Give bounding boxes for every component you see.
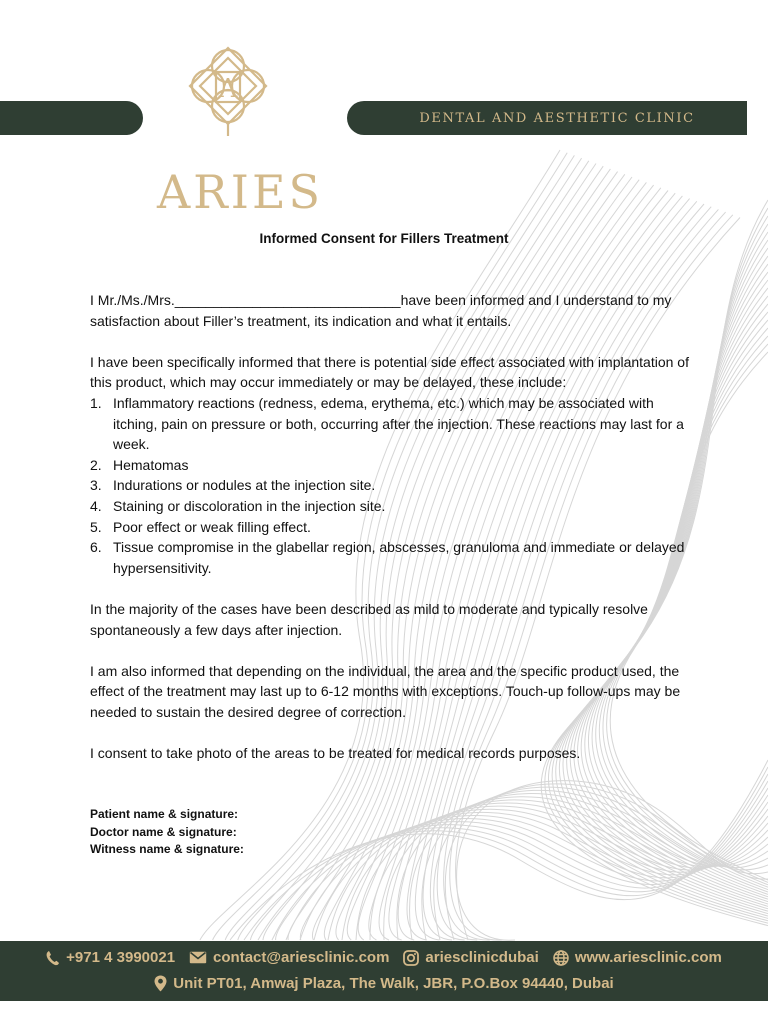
website-url: www.ariesclinic.com [574,949,722,966]
globe-icon [553,950,569,966]
footer-address-row [0,975,768,992]
majority-paragraph: In the majority of the cases have been described as mild to moderate and typically resolve spontaneously a few days after injection. [90,600,648,638]
patient-signature-label: Patient name & signature: [90,807,239,821]
location-pin-icon [154,975,167,992]
footer-phone[interactable] [46,949,175,966]
intro-rest: have been informed and I understand to my satisfaction about Filler’s treatment, its indication and what it entails. [90,292,672,329]
list-text: Inflammatory reactions (redness, edema, erythema, etc.) which may be associated with itching, pain on pressure or both, occurring after the injection. These reactions may last for a week. [113,394,684,453]
intro-paragraph [90,290,690,331]
list-text: Indurations or nodules at the injection site. [113,477,376,494]
header-bar-left [0,101,143,135]
witness-signature-label: Witness name & signature: [90,842,244,856]
contact-footer [0,941,768,1001]
signature-block [90,806,244,859]
list-number: 3. [90,477,102,494]
intro-prefix: I Mr./Ms./Mrs. [90,292,175,308]
side-effects-list [90,393,690,578]
header-bar-right [347,101,747,135]
list-text: Staining or discoloration in the injection site. [113,497,386,514]
phone-number: +971 4 3990021 [66,949,176,966]
aries-emblem-logo [186,44,270,140]
list-text: Hematomas [113,456,189,473]
list-text: Poor effect or weak filling effect. [113,518,311,535]
footer-contacts [0,949,768,966]
footer-address [154,975,613,992]
footer-email[interactable] [189,949,389,966]
instagram-handle: ariesclinicdubai [425,949,539,966]
document-title: Informed Consent for Fillers Treatment [259,231,509,246]
list-number: 2. [90,456,102,473]
duration-paragraph: I am also informed that depending on the individual, the area and the specific product used, the effect of the treatment may last up to 6-12 months with exceptions. Touch-up follow-ups may be needed to sustain the desired degree of correction. [90,662,681,720]
doctor-signature-label: Doctor name & signature: [90,824,237,839]
emblem-letter: A [218,74,238,104]
list-item [90,537,690,578]
name-blank[interactable]: _____________________________ [174,292,401,308]
side-effects-intro: I have been specifically informed that there is potential side effect associated with implantation of this product, which may occur immediately or may be delayed, these include: [90,353,689,391]
list-item [90,393,690,455]
document-body [90,290,690,764]
list-item [90,455,690,476]
list-text: Tissue compromise in the glabellar region, abscesses, granuloma and immediate or delayed hypersensitivity. [113,539,685,576]
address-text: Unit PT01, Amwaj Plaza, The Walk, JBR, P.O.Box 94440, Dubai [173,975,614,992]
list-item [90,475,690,496]
list-number: 6. [90,539,102,556]
mail-icon [189,951,207,964]
footer-website[interactable] [553,949,722,966]
list-item [90,517,690,538]
list-number: 5. [90,518,102,535]
brand-name: ARIES [156,165,324,219]
list-number: 1. [90,394,102,411]
instagram-icon [403,950,419,966]
footer-instagram[interactable] [403,949,538,966]
list-number: 4. [90,497,102,514]
photo-consent-paragraph: I consent to take photo of the areas to be treated for medical records purposes. [90,745,581,762]
clinic-tagline: DENTAL AND AESTHETIC CLINIC [419,110,695,126]
list-item [90,496,690,517]
phone-icon [46,950,60,966]
email-address: contact@ariesclinic.com [213,949,390,966]
